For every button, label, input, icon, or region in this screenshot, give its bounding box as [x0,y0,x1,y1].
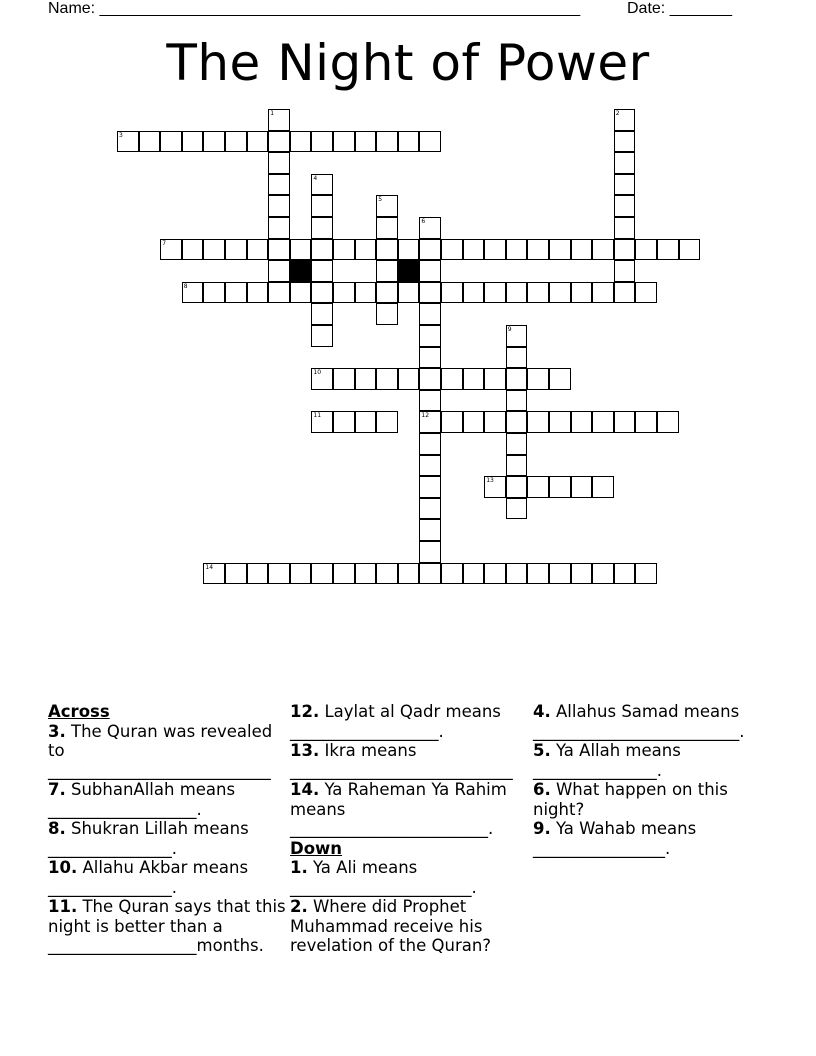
grid-cell[interactable] [268,152,290,174]
grid-cell[interactable] [506,563,528,585]
grid-cell[interactable] [441,239,463,261]
grid-cell[interactable] [527,368,549,390]
clue-text: The Quran was revealed to ___________________________ [48,721,273,780]
grid-cell[interactable] [419,563,441,585]
grid-cell[interactable] [398,563,420,585]
clue-item [48,780,286,819]
clue-number: 9. [533,819,551,838]
clue-number-label: 9 [507,326,512,333]
grid-cell[interactable] [463,411,485,433]
grid-cell[interactable] [549,411,571,433]
grid-cell[interactable] [419,282,441,304]
clue-text: What happen on this night? [533,780,728,819]
grid-cell[interactable] [376,260,398,282]
grid-cell[interactable] [376,303,398,325]
clue-item [290,780,528,839]
grid-cell[interactable] [549,239,571,261]
clue-text: Ya Raheman Ya Rahim means ________________________. [290,780,507,838]
name-field-label: Name: ______________________________________________________ [48,0,581,17]
clue-item [290,741,528,780]
grid-cell[interactable] [571,411,593,433]
clue-text: Ya Ali means ______________________. [290,858,477,897]
grid-cell[interactable] [419,303,441,325]
grid-cell[interactable] [355,282,377,304]
grid-cell[interactable] [463,563,485,585]
grid-cell[interactable] [333,411,355,433]
grid-cell[interactable] [614,195,636,217]
grid-cell[interactable] [592,282,614,304]
clue-number-label: 7 [162,239,167,247]
grid-cell[interactable] [571,239,593,261]
clue-item [533,702,771,741]
clue-number: 2. [290,897,308,916]
grid-cell[interactable] [419,325,441,347]
grid-cell[interactable] [311,282,333,304]
clue-number-label: 13 [486,477,494,485]
grid-cell[interactable] [549,368,571,390]
grid-cell[interactable] [268,239,290,261]
clue-number: 11. [48,897,78,916]
clue-number-label: 4 [313,174,318,182]
grid-cell[interactable] [160,239,182,261]
grid-cell[interactable] [419,239,441,261]
clue-number: 8. [48,819,66,838]
grid-cell[interactable] [355,239,377,261]
grid-cell[interactable] [419,519,441,541]
clue-number-label: 8 [183,282,188,290]
clue-text: Ya Allah means _______________. [533,741,681,780]
grid-cell[interactable] [635,411,657,433]
grid-cell[interactable] [117,131,139,153]
grid-cell[interactable] [635,282,657,304]
grid-cell[interactable] [592,563,614,585]
grid-cell[interactable] [484,368,506,390]
grid-cell[interactable] [355,563,377,585]
grid-cell[interactable] [463,239,485,261]
clue-item [290,858,528,897]
clues-column-2 [290,702,528,956]
grid-cell[interactable] [592,239,614,261]
grid-cell[interactable] [527,563,549,585]
grid-cell[interactable] [225,131,247,153]
clue-number: 7. [48,780,66,799]
clue-text: Laylat al Qadr means __________________. [290,702,501,741]
grid-cell[interactable] [614,152,636,174]
clue-number: 12. [290,702,320,721]
grid-cell[interactable] [355,131,377,153]
grid-cell[interactable] [311,195,333,217]
grid-cell[interactable] [311,411,333,433]
clue-item [48,722,286,781]
grid-cell[interactable] [419,411,441,433]
grid-cell[interactable] [376,195,398,217]
clue-item [48,819,286,858]
grid-cell[interactable] [311,325,333,347]
grid-cell[interactable] [506,390,528,412]
clue-number: 13. [290,741,320,760]
grid-cell[interactable] [527,476,549,498]
grid-cell[interactable] [463,282,485,304]
grid-cell[interactable] [290,131,312,153]
grid-cell[interactable] [441,411,463,433]
grid-cell[interactable] [506,325,528,347]
clue-text: Ya Wahab means ________________. [533,819,697,858]
grid-cell[interactable] [268,282,290,304]
grid-cell[interactable] [355,411,377,433]
clue-number-label: 10 [313,369,322,377]
clue-item [48,858,286,897]
grid-cell[interactable] [311,239,333,261]
grid-cell[interactable] [182,282,204,304]
clue-text: Ikra means ___________________________ [290,741,513,780]
clue-text: The Quran says that this night is better than a __________________months. [48,897,286,955]
grid-cell[interactable] [635,239,657,261]
grid-cell[interactable] [441,368,463,390]
grid-cell[interactable] [419,455,441,477]
grid-black-cell [290,260,312,282]
across-clues-continued [290,702,528,839]
grid-cell[interactable] [614,109,636,131]
down-heading: Down [290,838,343,858]
date-field-label: Date: _______ [627,0,732,17]
grid-cell[interactable] [247,282,269,304]
grid-cell[interactable] [225,563,247,585]
grid-cell[interactable] [527,282,549,304]
grid-cell[interactable] [506,368,528,390]
across-heading: Across [48,702,110,721]
clues-column-1 [48,702,286,956]
grid-cell[interactable] [355,368,377,390]
grid-cell[interactable] [592,411,614,433]
grid-cell[interactable] [527,411,549,433]
grid-cell[interactable] [376,131,398,153]
grid-cell[interactable] [484,282,506,304]
grid-cell[interactable] [398,239,420,261]
grid-cell[interactable] [247,131,269,153]
grid-cell[interactable] [203,563,225,585]
grid-cell[interactable] [614,563,636,585]
clue-number-label: 1 [270,110,275,117]
clue-number: 6. [533,780,551,799]
grid-cell[interactable] [506,433,528,455]
clue-item [290,897,528,956]
grid-cell[interactable] [506,347,528,369]
grid-cell[interactable] [549,282,571,304]
grid-cell[interactable] [549,476,571,498]
grid-cell[interactable] [549,563,571,585]
grid-cell[interactable] [311,368,333,390]
grid-cell[interactable] [592,476,614,498]
grid-cell[interactable] [635,563,657,585]
grid-cell[interactable] [333,131,355,153]
clue-number: 10. [48,858,78,877]
grid-cell[interactable] [160,131,182,153]
clue-number-label: 3 [119,131,123,139]
grid-cell[interactable] [614,174,636,196]
clue-number-label: 11 [313,412,322,420]
grid-cell[interactable] [268,109,290,131]
grid-cell[interactable] [484,239,506,261]
grid-cell[interactable] [463,368,485,390]
grid-cell[interactable] [376,239,398,261]
grid-cell[interactable] [614,282,636,304]
clue-item [48,897,286,956]
grid-cell[interactable] [376,368,398,390]
grid-cell[interactable] [506,455,528,477]
clue-number: 3. [48,721,66,741]
grid-cell[interactable] [657,239,679,261]
clue-number: 1. [290,858,308,877]
grid-cell[interactable] [419,347,441,369]
clue-number: 14. [290,780,320,799]
grid-cell[interactable] [419,217,441,239]
grid-cell[interactable] [182,239,204,261]
grid-cell[interactable] [333,282,355,304]
grid-cell[interactable] [484,411,506,433]
grid-cell[interactable] [247,563,269,585]
grid-cell[interactable] [311,303,333,325]
grid-cell[interactable] [419,260,441,282]
grid-cell[interactable] [333,563,355,585]
grid-cell[interactable] [484,476,506,498]
grid-cell[interactable] [225,282,247,304]
grid-cell[interactable] [614,260,636,282]
grid-cell[interactable] [419,541,441,563]
grid-cell[interactable] [376,217,398,239]
grid-cell[interactable] [182,131,204,153]
clue-text: Where did Prophet Muhammad receive his revelation of the Quran? [290,897,492,955]
grid-cell[interactable] [268,195,290,217]
grid-cell[interactable] [419,390,441,412]
grid-cell[interactable] [290,239,312,261]
grid-cell[interactable] [506,282,528,304]
clue-text: SubhanAllah means __________________. [48,780,236,819]
grid-cell[interactable] [311,174,333,196]
grid-cell[interactable] [419,498,441,520]
clue-item [290,702,528,741]
clue-text: Allahu Akbar means _______________. [48,858,249,897]
grid-cell[interactable] [398,131,420,153]
clue-text: Shukran Lillah means _______________. [48,819,249,858]
grid-cell[interactable] [203,282,225,304]
grid-cell[interactable] [268,260,290,282]
grid-cell[interactable] [679,239,701,261]
clue-item [533,780,771,819]
down-clues [290,858,528,956]
grid-cell[interactable] [506,411,528,433]
grid-cell[interactable] [225,239,247,261]
grid-cell[interactable] [441,282,463,304]
grid-cell[interactable] [506,476,528,498]
grid-cell[interactable] [398,368,420,390]
grid-cell[interactable] [441,563,463,585]
clues-column-3 [533,702,771,858]
grid-cell[interactable] [571,563,593,585]
clue-item [533,741,771,780]
grid-cell[interactable] [311,260,333,282]
grid-cell[interactable] [268,563,290,585]
grid-cell[interactable] [139,131,161,153]
clue-number-label: 5 [378,196,383,204]
grid-cell[interactable] [419,433,441,455]
grid-cell[interactable] [376,563,398,585]
grid-cell[interactable] [571,282,593,304]
grid-cell[interactable] [398,282,420,304]
grid-cell[interactable] [203,131,225,153]
grid-cell[interactable] [571,476,593,498]
grid-cell[interactable] [268,217,290,239]
grid-cell[interactable] [506,498,528,520]
clue-number: 4. [533,702,551,721]
grid-cell[interactable] [376,282,398,304]
clue-item [533,819,771,858]
grid-cell[interactable] [419,131,441,153]
grid-cell[interactable] [614,217,636,239]
grid-cell[interactable] [484,563,506,585]
grid-cell[interactable] [614,411,636,433]
grid-cell[interactable] [311,131,333,153]
grid-black-cell [398,260,420,282]
grid-cell[interactable] [311,217,333,239]
grid-cell[interactable] [268,174,290,196]
grid-cell[interactable] [657,411,679,433]
clue-number-label: 12 [421,412,430,420]
clue-number-label: 2 [615,110,620,117]
grid-cell[interactable] [333,368,355,390]
grid-cell[interactable] [419,476,441,498]
grid-cell[interactable] [290,563,312,585]
clue-number: 5. [533,741,551,760]
grid-cell[interactable] [376,411,398,433]
grid-cell[interactable] [527,239,549,261]
page-title: The Night of Power [166,34,650,92]
grid-cell[interactable] [290,282,312,304]
grid-cell[interactable] [506,239,528,261]
clue-number-label: 14 [205,563,214,571]
grid-cell[interactable] [614,239,636,261]
clue-text: Allahus Samad means _________________________. [533,702,745,741]
grid-cell[interactable] [419,368,441,390]
grid-cell[interactable] [614,131,636,153]
grid-cell[interactable] [203,239,225,261]
clue-number-label: 6 [421,218,426,225]
grid-cell[interactable] [333,239,355,261]
grid-cell[interactable] [268,131,290,153]
grid-cell[interactable] [311,563,333,585]
grid-cell[interactable] [247,239,269,261]
